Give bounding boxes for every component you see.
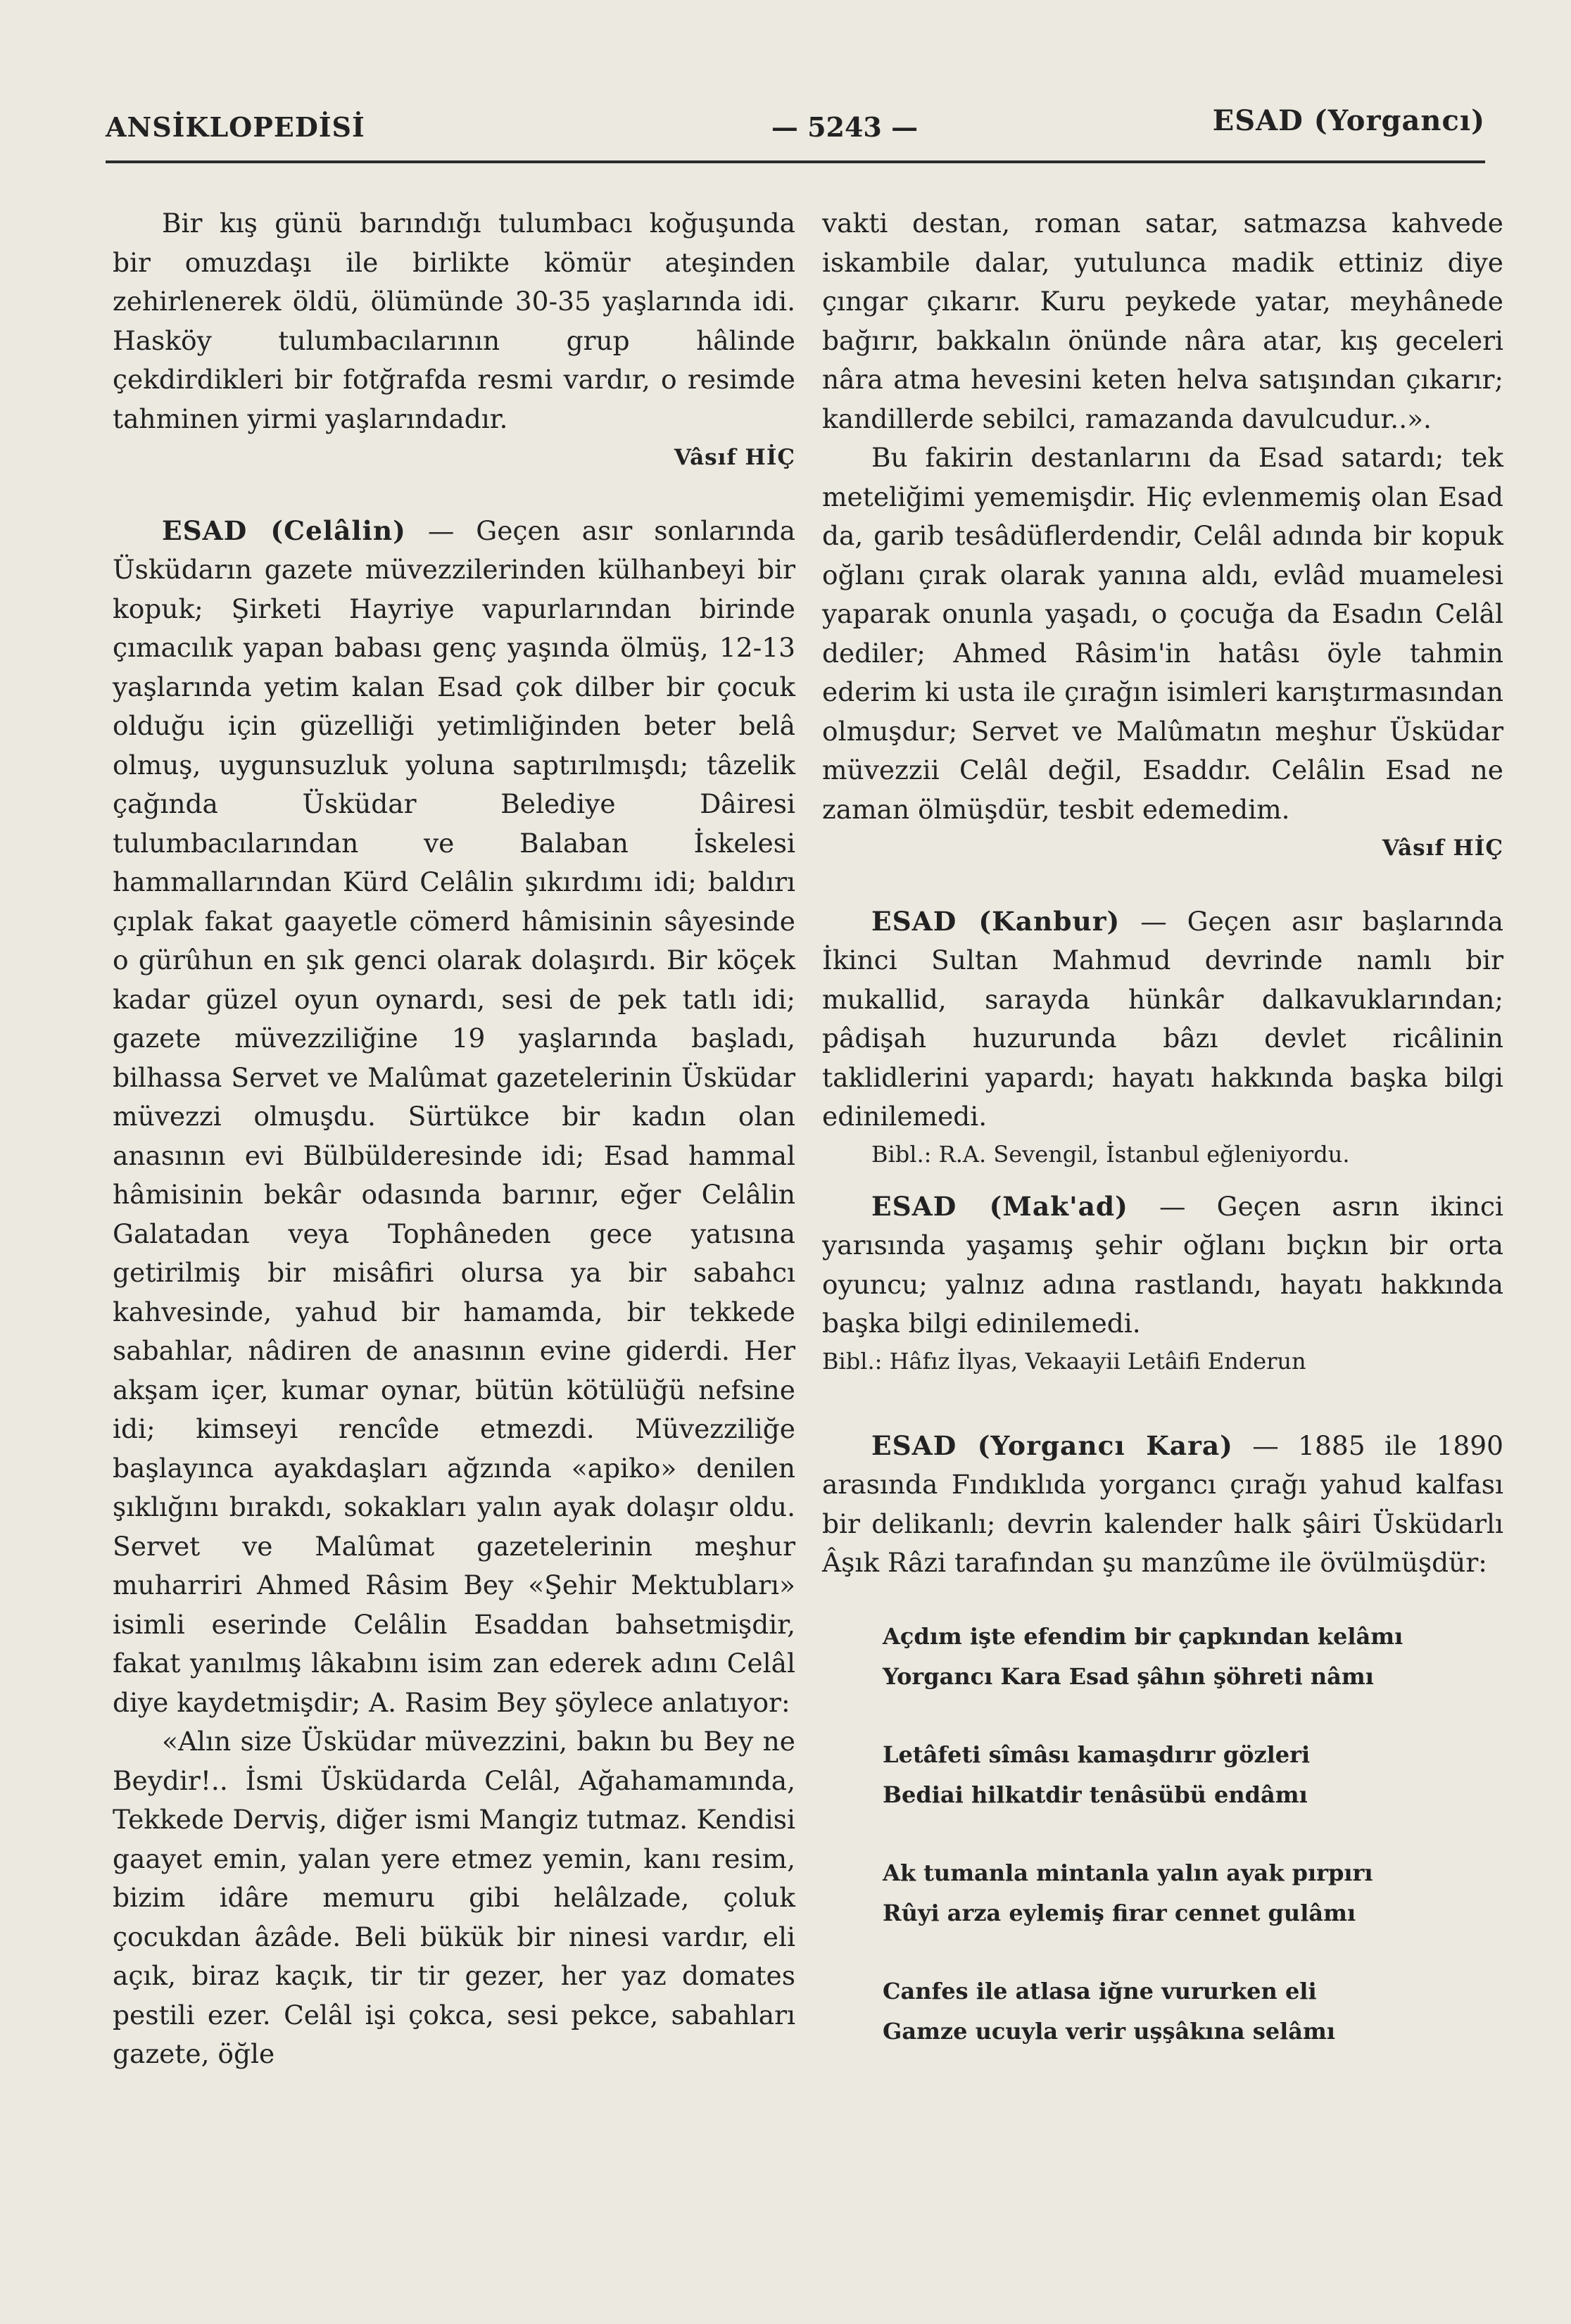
header-entry-title: ESAD (Yorgancı) xyxy=(1212,104,1485,137)
poem-line: Ak tumanla mintanla yalın ayak pırpırı xyxy=(883,1859,1373,1886)
poem-line: Bediai hilkatdir tenâsübü endâmı xyxy=(883,1781,1308,1808)
poem-line: Yorgancı Kara Esad şâhın şöhreti nâmı xyxy=(883,1662,1374,1690)
rasim-quote-continuation: vakti destan, roman satar, satmazsa kahvede iskambile dalar, yutulunca madik ettiniz diye çıngar çıkarır. Kuru peykede yatar, meyhânede bağırır, bakkalın önünde nâra atar, kış geceleri nâra atma hevesini keten helva satışından çıkarır; kandillerde sebilci, ramazanda davulcudur..». xyxy=(822,208,1503,434)
right-column xyxy=(822,204,1503,2090)
entry-heading: ESAD (Yorgancı Kara) xyxy=(871,1429,1233,1461)
author-signature: Vâsıf HİÇ xyxy=(1382,835,1503,861)
entry-heading: ESAD (Kanbur) xyxy=(871,905,1121,937)
entry-yorganci-kara xyxy=(822,1427,1503,1583)
entry-makad xyxy=(822,1187,1503,1344)
entry-kanbur xyxy=(822,902,1503,1137)
poem-stanza xyxy=(883,1971,1503,2052)
page-number: — 5243 — xyxy=(771,111,919,143)
poem-stanza xyxy=(883,1617,1503,1697)
entry-celalin xyxy=(113,512,795,1723)
left-column xyxy=(113,204,795,2074)
entry-body: — Geçen asır sonlarında Üsküdarın gazete müvezzilerinden külhanbeyi bir kopuk; Şirketi Hayriye vapurlarından birinde çımacılık yapan babası genç yaşında ölmüş, 12-13 yaşlarında yetim kalan Esad çok dilber bir çocuk olduğu için güzelliği yetimliğinden beter belâ olmuş, uygunsuzluk yoluna saptırılmışdı; tâzelik çağında Üsküdar Belediye Dâiresi tulumbacılarından ve Balaban İskelesi hammallarından Kürd Celâlin şıkırdımı idi; baldırı çıplak fakat gaayetle cömerd hâmisinin sâyesinde o gürûhun en şık genci olarak dolaşırdı. Bir köçek kadar güzel oyun oynardı, sesi de pek tatlı idi; gazete müvezziliğine 19 yaşlarında başladı, bilhassa Servet ve Malûmat gazetelerinin Üsküdar müvezzi olmuşdu. Sürtükce bir kadın olan anasının evi Bülbülderesinde idi; Esad hammal hâmisinin bekâr odasında barınır, eğer Celâlin Galatadan veya Tophâneden gece yatısına getirilmiş bir misâfiri olursa ya bir sabahcı kahvesinde, yahud bir hamamda, bir tekkede sabahlar, nâdiren de anasının evine giderdi. Her akşam içer, kumar oynar, bütün kötülüğü nefsine idi; kimseyi rencîde etmezdi. Müvezziliğe başlayınca ayakdaşları ağzında «apiko» denilen şıklığını bırakdı, sokakları yalın ayak dolaşır oldu. Servet ve Malûmat gazetelerinin meşhur muharriri Ahmed Râsim Bey «Şehir Mektubları» isimli eserinde Celâlin Esaddan bahsetmişdir, fakat yanılmış lâkabını isim zan ederek adını Celâl diye kaydetmişdir; A. Rasim Bey şöylece anlatıyor: xyxy=(113,514,796,1718)
poem-stanza xyxy=(883,1853,1503,1933)
entry-body: — 1885 ile 1890 arasında Fındıklıda yorgancı çırağı yahud kalfası bir delikanlı; devrin kalender halk şâiri Üsküdarlı Âşık Râzi tarafından şu manzûme ile övülmüşdür: xyxy=(822,1429,1503,1578)
header-rule xyxy=(106,160,1485,163)
poem-line: Açdım işte efendim bir çapkından kelâmı xyxy=(883,1622,1403,1650)
poem-line: Rûyi arza eylemiş firar cennet gulâmı xyxy=(883,1899,1356,1926)
entry-body: — Geçen asrın ikinci yarısında yaşamış şehir oğlanı bıçkın bir orta oyuncu; yalnız adına rastlandı, hayatı hakkında başka bilgi edinilemedi. xyxy=(822,1190,1503,1339)
header-encyclopedia-title: ANSİKLOPEDİSİ xyxy=(106,111,365,143)
poem-line: Letâfeti sîmâsı kamaşdırır gözleri xyxy=(883,1741,1311,1768)
poem-stanza xyxy=(883,1735,1503,1815)
poem-line: Canfes ile atlasa iğne vururken eli xyxy=(883,1977,1317,2004)
page-header xyxy=(106,99,1485,148)
entry-body: — Geçen asır başlarında İkinci Sultan Mahmud devrinde namlı bir mukallid, sarayda hünkâr dalkavuklarından; pâdişah huzurunda bâzı devlet ricâlinin taklidlerini yapardı; hayatı hakkında başka bilgi edinilemedi. xyxy=(822,905,1504,1132)
bibliography: Bibl.: Hâfız İlyas, Vekaayii Letâifi Enderun xyxy=(822,1347,1306,1375)
author-comment: Bu fakirin destanlarını da Esad satardı; tek meteliğimi yememişdir. Hiç evlenmemiş olan Esad da, garib tesâdüflerdendir, Celâl adında bir kopuk oğlanı çırak olarak yanına aldı, evlâd muamelesi yaparak onunla yaşadı, o çocuğa da Esadın Celâl dediler; Ahmed Râsim'in hatâsı öyle tahmin ederim ki usta ile çırağın isimleri karıştırmasından olmuşdur; Servet ve Malûmatın meşhur Üsküdar müvezzii Celâl değil, Esaddır. Celâlin Esad ne zaman ölmüşdür, tesbit edemedim. xyxy=(822,442,1503,825)
entry-heading: ESAD (Celâlin) xyxy=(162,514,406,546)
hic-entry-continuation: Bir kış günü barındığı tulumbacı koğuşunda bir omuzdaşı ile birlikte kömür ateşinden zehirlenerek öldü, ölümünde 30-35 yaşlarında idi. Hasköy tulumbacılarının grup hâlinde çekdirdikleri bir fotğrafda resmi vardır, o resimde tahminen yirmi yaşlarındadır. xyxy=(113,208,795,434)
poem-line: Gamze ucuyla verir uşşâkına selâmı xyxy=(883,2017,1335,2045)
author-signature: Vâsıf HİÇ xyxy=(674,445,795,470)
rasim-quote: «Alın size Üsküdar müvezzini, bakın bu Bey ne Beydir!.. İsmi Üsküdarda Celâl, Ağahamamında, Tekkede Derviş, diğer ismi Mangiz tutmaz. Kendisi gaayet emin, yalan yere etmez yemin, kanı resim, bizim idâre memuru gibi helâlzade, çoluk çocukdan âzâde. Beli bükük bir ninesi vardır, eli açık, biraz kaçık, tir tir gezer, her yaz domates pestili ezer. Celâl işi çokca, sesi pekce, sabahları gazete, öğle xyxy=(113,1726,795,2069)
entry-heading: ESAD (Mak'ad) xyxy=(871,1190,1128,1222)
bibliography: Bibl.: R.A. Sevengil, İstanbul eğleniyordu. xyxy=(871,1140,1350,1168)
poem xyxy=(822,1617,1503,2052)
